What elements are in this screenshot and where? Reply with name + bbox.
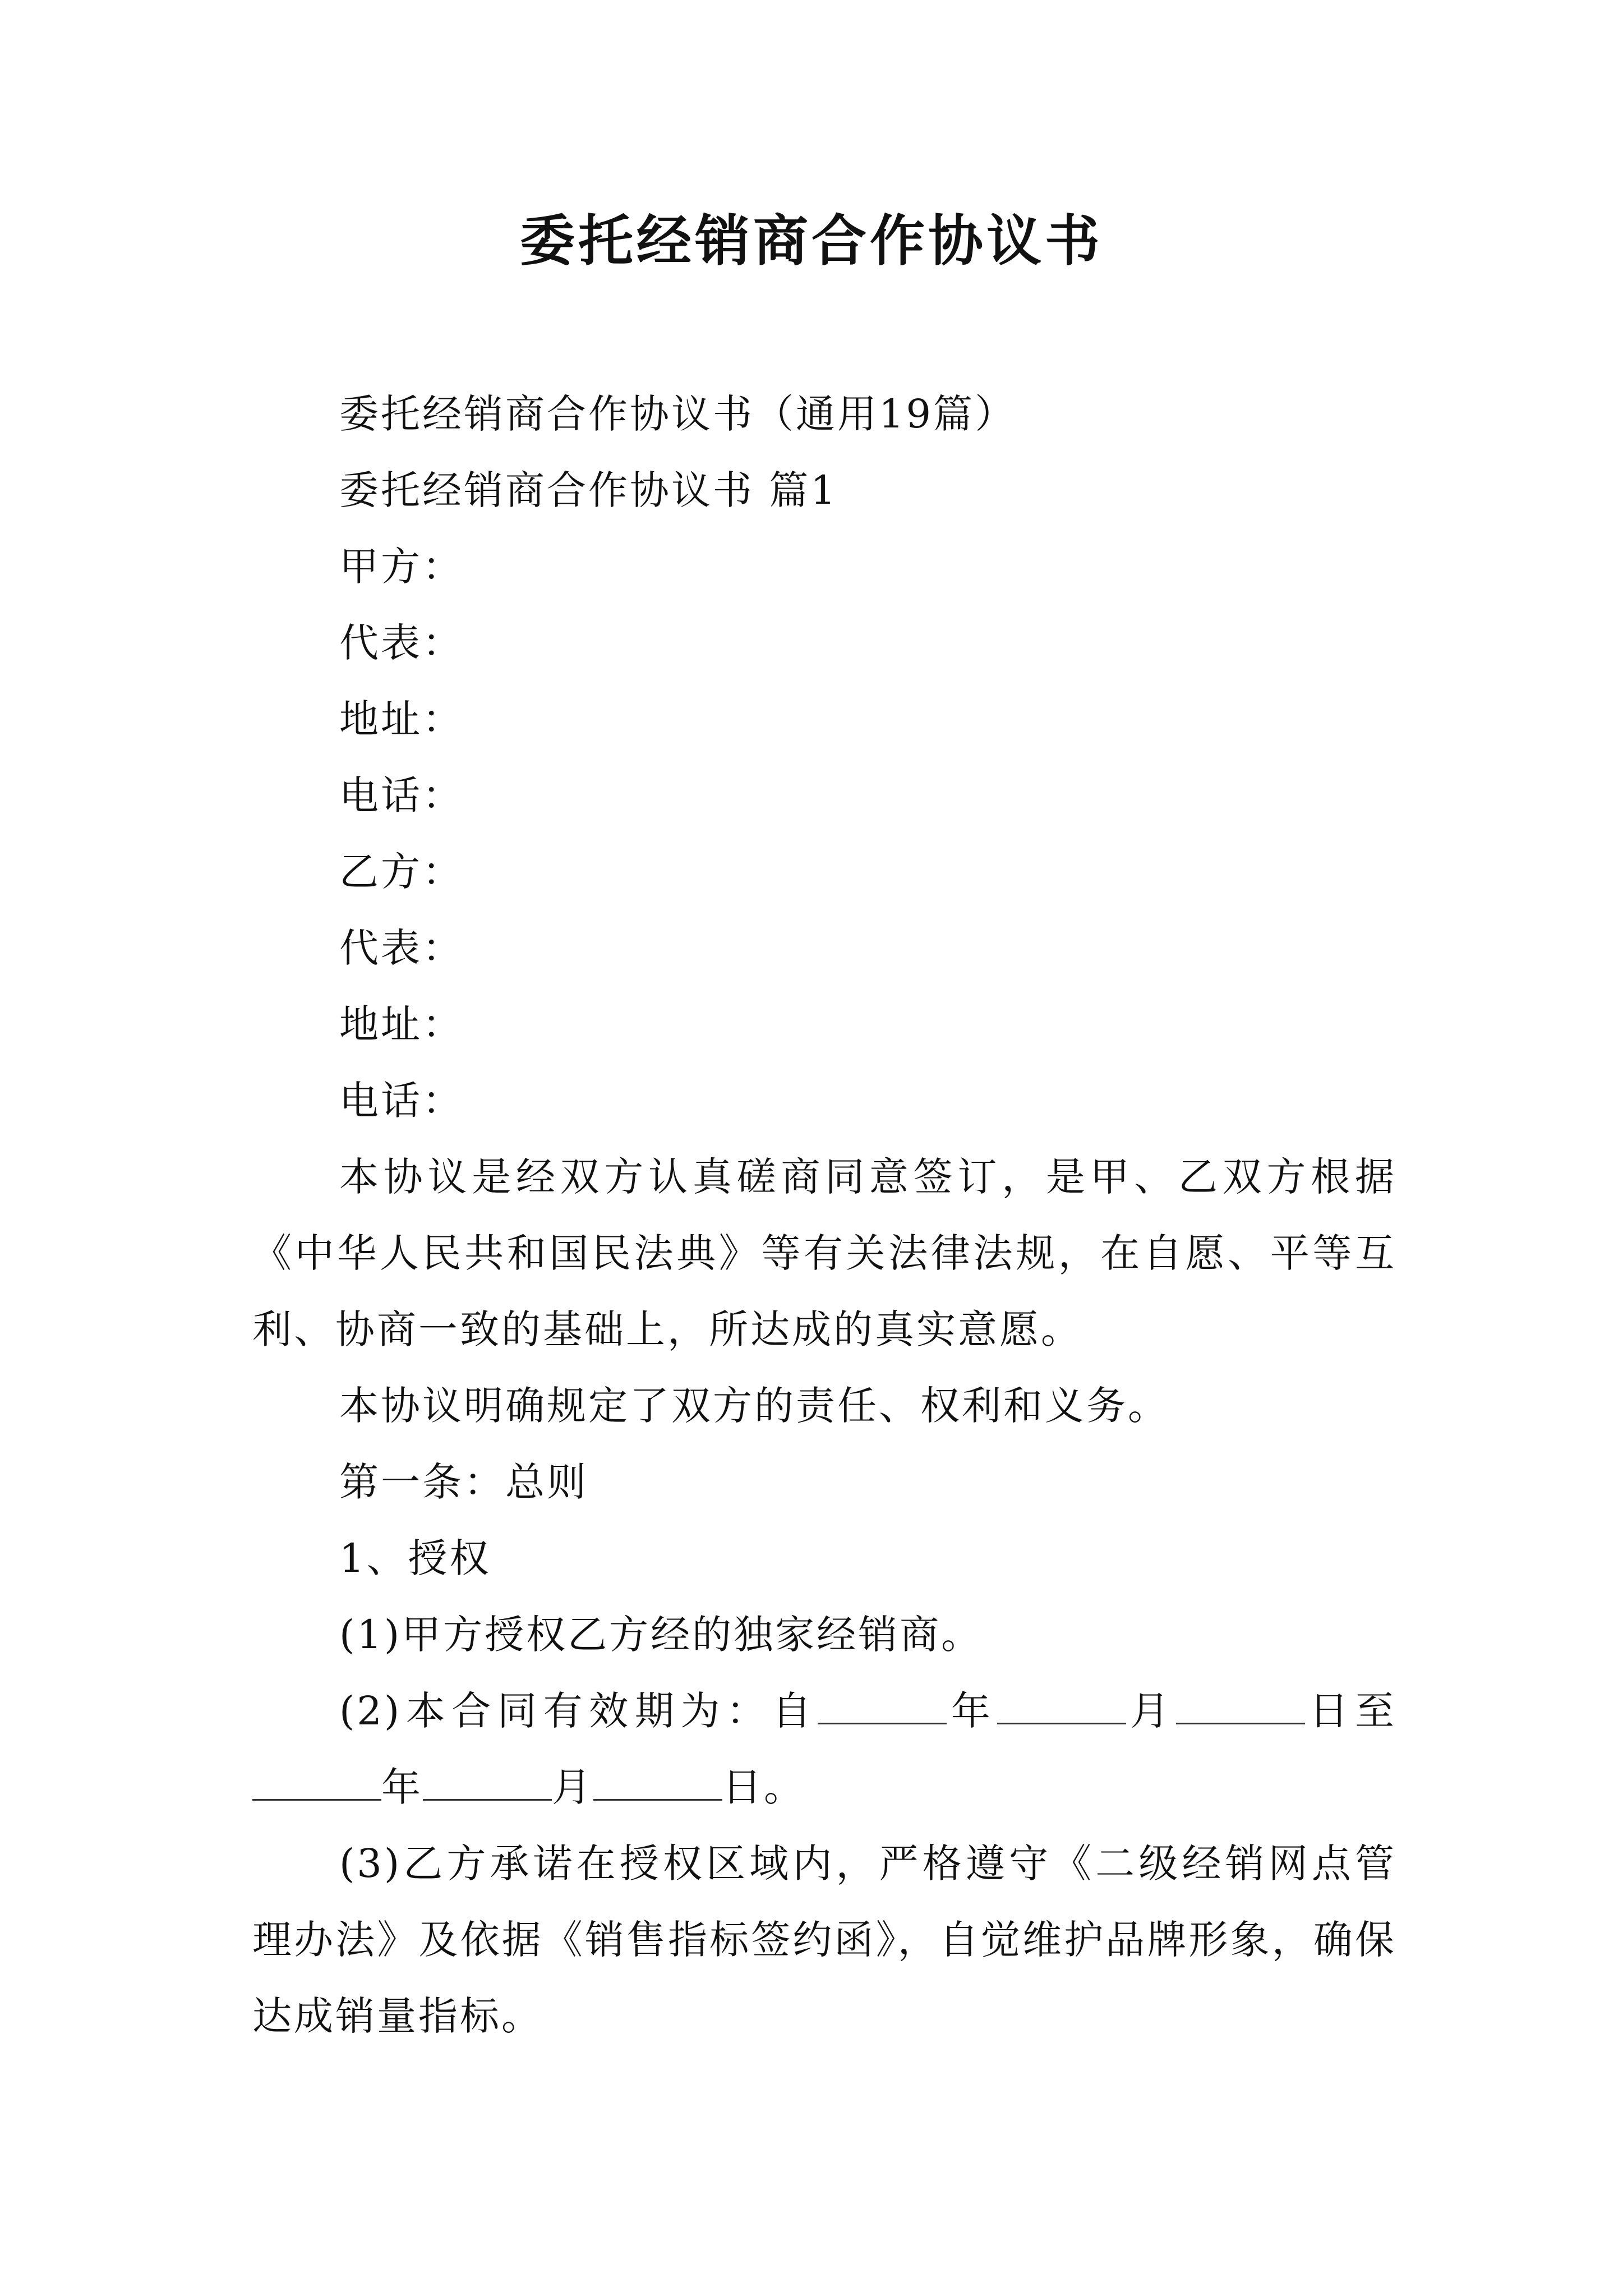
blank-field (997, 1689, 1126, 1724)
party-a-rep: 代表： (339, 620, 464, 666)
clause-2-day-to: 日至 (1304, 1688, 1397, 1734)
intro-paragraph: 本协议是经双方认真磋商同意签订，是甲、乙双方根据《中华人民共和国民法典》等有关法律法规，在自愿、平等互利、协商一致的基础上，所达成的真实意愿。 (252, 1154, 1396, 1352)
clause-2-year: 年 (947, 1688, 997, 1734)
blank-field (1176, 1689, 1305, 1724)
blank-field (423, 1765, 552, 1801)
party-b-label: 乙方： (339, 849, 464, 895)
clause-1: (1)甲方授权乙方经的独家经销商。 (339, 1612, 983, 1658)
clause-2-month-end: 月 (552, 1764, 593, 1810)
party-a-label: 甲方： (339, 544, 464, 590)
clause-2-month: 月 (1126, 1688, 1176, 1734)
scope-paragraph: 本协议明确规定了双方的责任、权利和义务。 (339, 1383, 1169, 1429)
document-body (252, 376, 1396, 2054)
party-a-phone: 电话： (339, 772, 464, 818)
clause-2-year-end: 年 (381, 1764, 423, 1810)
blank-field (252, 1765, 381, 1801)
item-1-heading: 1、授权 (339, 1535, 491, 1581)
document-title: 委托经销商合作协议书 (519, 209, 1103, 273)
article-1-heading: 第一条：总则 (339, 1459, 588, 1505)
clause-2-day-end: 日。 (722, 1764, 805, 1810)
party-b-address: 地址： (339, 1001, 464, 1047)
party-b-rep: 代表： (339, 925, 464, 971)
blank-field (818, 1689, 947, 1724)
section-heading: 委托经销商合作协议书 篇1 (339, 467, 838, 513)
clause-3: (3)乙方承诺在授权区域内，严格遵守《二级经销网点管理办法》及依据《销售指标签约函》，自觉维护品牌形象，确保达成销量指标。 (252, 1841, 1396, 2039)
party-a-address: 地址： (339, 696, 464, 742)
blank-field (593, 1765, 722, 1801)
clause-2-prefix: (2)本合同有效期为：自 (339, 1688, 818, 1734)
party-b-phone: 电话： (339, 1078, 464, 1124)
clause-2 (252, 1673, 1396, 1825)
subtitle: 委托经销商合作协议书（通用19篇） (339, 391, 1017, 437)
